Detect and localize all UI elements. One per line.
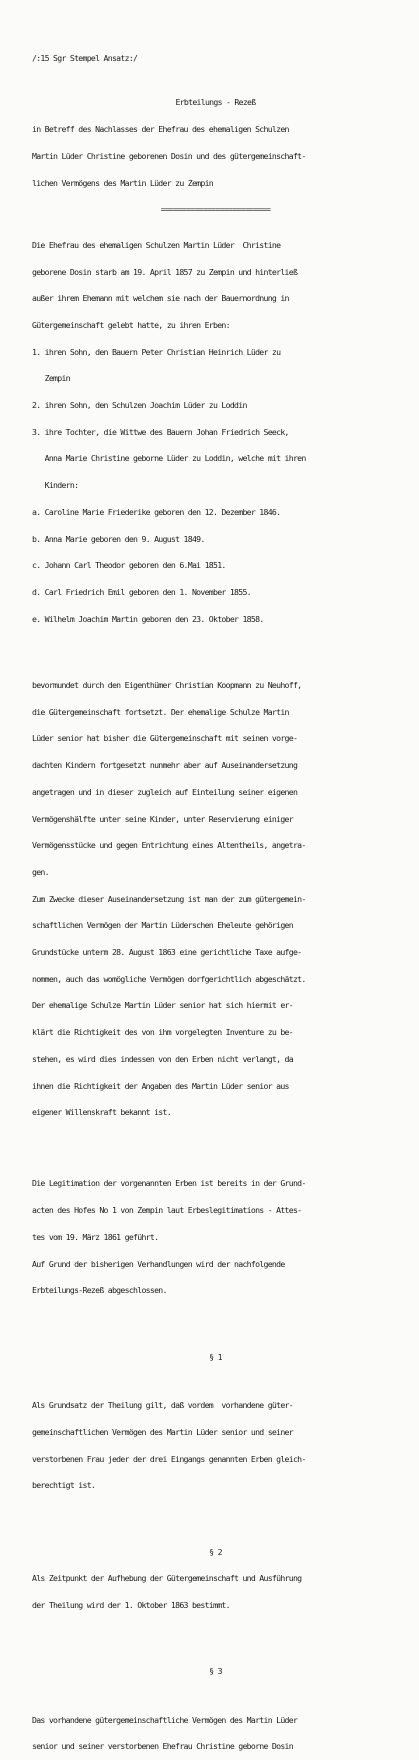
stamp-note: /:15 Sgr Stempel Ansatz:/ <box>32 52 138 63</box>
text-line: Grundstücke unterm 28. August 1863 eine gerichtliche Taxe aufge- <box>32 947 302 958</box>
text-line: eigener Willenskraft bekannt ist. <box>32 1107 171 1118</box>
section-text: Als Zeitpunkt der Aufhebung der Gütergemeinschaft und Ausführung <box>32 1573 302 1584</box>
text-line: Vermögensstücke und gegen Entrichtung eines Altentheils, angetra- <box>32 840 306 851</box>
child-item: c. Johann Carl Theodor geboren den 6.Mai 1851. <box>32 560 226 571</box>
text-line: schaftlichen Vermögen der Martin Lüderschen Eheleute gehörigen <box>32 920 293 931</box>
text-line: Zum Zwecke dieser Auseinandersetzung ist man der zum gütergemein- <box>32 893 306 904</box>
text-line: Die Ehefrau des ehemaligen Schulzen Martin Lüder Christine <box>32 239 281 250</box>
text-line: bevormundet durch den Eigenthümer Christian Koopmann zu Neuhoff, <box>32 680 302 691</box>
heir-item: 1. ihren Sohn, den Bauern Peter Christian Heinrich Lüder zu <box>32 346 281 357</box>
title-line: Martin Lüder Christine geborenen Dosin und des gütergemeinschaft- <box>32 150 306 161</box>
section-heading: § 1 <box>209 1351 222 1362</box>
section-text: berechtigt ist. <box>32 1480 96 1491</box>
text-line: stehen, es wird dies indessen von den Erben nicht verlangt, da <box>32 1053 293 1064</box>
text-line: außer ihrem Ehemann mit welchem sie nach der Bauernordnung in <box>32 293 289 304</box>
heir-item: 2. ihren Sohn, den Schulzen Joachim Lüder zu Loddin <box>32 400 247 411</box>
text-line: tes vom 19. März 1861 geführt. <box>32 1231 159 1242</box>
title-line: lichen Vermögens des Martin Lüder zu Zempin <box>32 177 214 188</box>
text-line: acten des Hofes No 1 von Zempin laut Erbeslegitimations - Attes- <box>32 1205 302 1216</box>
document-title: Erbteilungs - Rezeß <box>175 97 256 108</box>
text-line: Die Legitimation der vorgenannten Erben ist bereits in der Grund- <box>32 1178 306 1189</box>
section-heading: § 3 <box>209 1666 222 1677</box>
section-text: gemeinschaftlichen Vermögen des Martin Lüder senior und seiner <box>32 1426 293 1437</box>
text-line: nommen, auch das womögliche Vermögen dorfgerichtlich abgeschätzt. <box>32 973 306 984</box>
section-text: Das vorhandene gütergemeinschaftliche Vermögen des Martin Lüder <box>32 1714 298 1725</box>
text-line: dachten Kindern fortgesetzt nunmehr aber auf Auseinandersetzung <box>32 760 298 771</box>
section-text: Als Grundsatz der Theilung gilt, daß vordem vorhandene güter- <box>32 1400 293 1411</box>
text-line: geborene Dosin starb am 19. April 1857 zu Zempin und hinterließ <box>32 266 298 277</box>
text-line: Gütergemeinschaft gelebt hatte, zu ihren Erben: <box>32 319 230 330</box>
section-heading: § 2 <box>209 1546 222 1557</box>
child-item: d. Carl Friedrich Emil geboren den 1. November 1855. <box>32 586 251 597</box>
child-item: e. Wilhelm Joachim Martin geboren den 23. Oktober 1858. <box>32 613 264 624</box>
heir-item: Zempin <box>32 373 70 384</box>
text-line: gen. <box>32 866 49 877</box>
child-item: a. Caroline Marie Friederike geboren den 12. Dezember 1846. <box>32 506 281 517</box>
title-underline: ========================== <box>160 204 271 215</box>
heir-item: 3. ihre Tochter, die Wittwe des Bauern Johan Friedrich Seeck, <box>32 426 289 437</box>
title-line: in Betreff des Nachlasses der Ehefrau des ehemaligen Schulzen <box>32 124 289 135</box>
text-line: Der ehemalige Schulze Martin Lüder senior hat sich hiermit er- <box>32 1000 293 1011</box>
text-line: Erbteilungs-Rezeß abgeschlossen. <box>32 1285 167 1296</box>
text-line: die Gütergemeinschaft fortsetzt. Der ehemalige Schulze Martin <box>32 706 289 717</box>
text-line: klärt die Richtigkeit des von ihm vorgelegten Inventure zu be- <box>32 1027 293 1038</box>
text-line: Auf Grund der bisherigen Verhandlungen wird der nachfolgende <box>32 1258 285 1269</box>
text-line: ihnen die Richtigkeit der Angaben des Martin Lüder senior aus <box>32 1080 289 1091</box>
text-line: angetragen und in dieser zugleich auf Einteilung seiner eigenen <box>32 786 298 797</box>
section-text: senior und seiner verstorbenen Ehefrau Christine geborne Dosin <box>32 1741 293 1752</box>
heir-item: Anna Marie Christine geborne Lüder zu Loddin, welche mit ihren <box>32 453 306 464</box>
heir-item: Kindern: <box>32 480 79 491</box>
section-text: der Theilung wird der 1. Oktober 1863 bestimmt. <box>32 1599 230 1610</box>
text-line: Lüder senior hat bisher die Gütergemeinschaft mit seinen vorge- <box>32 733 298 744</box>
text-line: Vermögenshälfte unter seine Kinder, unter Reservierung einiger <box>32 813 293 824</box>
section-text: verstorbenen Frau jeder der drei Eingangs genannten Erben gleich- <box>32 1453 306 1464</box>
child-item: b. Anna Marie geboren den 9. August 1849. <box>32 533 205 544</box>
